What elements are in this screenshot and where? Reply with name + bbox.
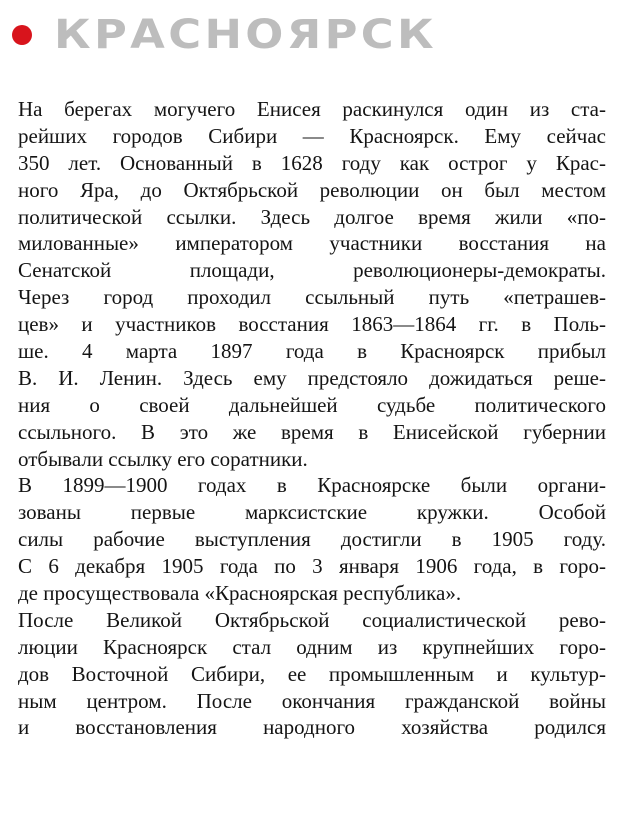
section-title: КРАСНОЯРСК [54,12,438,58]
text-line: В 1899—1900 годах в Красноярске были органи- [18,473,606,498]
text-line: ного Яра, до Октябрьской революции он был местом [18,177,606,202]
text-line: и восстановления народного хозяйства родился [18,715,606,740]
article-body [18,96,606,741]
text-line: ным центром. После окончания гражданской войны [18,688,606,713]
text-line: ше. 4 марта 1897 года в Красноярск прибыл [18,339,606,364]
text-line: политической ссылки. Здесь долгое время жили «по- [18,204,606,229]
section-header [12,10,438,60]
text-line: 350 лет. Основанный в 1628 году как острог у Крас- [18,150,606,175]
text-line: милованные» императором участники восстания на [18,231,606,256]
text-line: ния о своей дальнейшей судьбе политического [18,392,606,417]
text-line: де просуществовала «Красноярская республика». [18,581,462,606]
text-line: ссыльного. В это же время в Енисейской губернии [18,419,606,444]
text-line: люции Красноярск стал одним из крупнейших горо- [18,634,606,659]
text-line: силы рабочие выступления достигли в 1905 году. [18,527,606,552]
text-line: рейших городов Сибири — Красноярск. Ему сейчас [18,123,606,148]
text-line: Через город проходил ссыльный путь «петрашев- [18,285,606,310]
text-line: После Великой Октябрьской социалистической рево- [18,607,606,632]
text-line: В. И. Ленин. Здесь ему предстояло дожидаться реше- [18,365,606,390]
text-line: На берегах могучего Енисея раскинулся один из ста- [18,97,606,121]
text-line: зованы первые марксистские кружки. Особой [18,500,606,525]
text-line: отбывали ссылку его соратники. [18,446,308,471]
text-line: цев» и участников восстания 1863—1864 гг. в Поль- [18,312,606,337]
text-line: С 6 декабря 1905 года по 3 января 1906 года, в горо- [18,554,606,579]
text-line: Сенатской площади, революционеры-демократы. [18,258,606,283]
red-bullet-icon [12,25,32,45]
text-line: дов Восточной Сибири, ее промышленным и культур- [18,661,606,686]
